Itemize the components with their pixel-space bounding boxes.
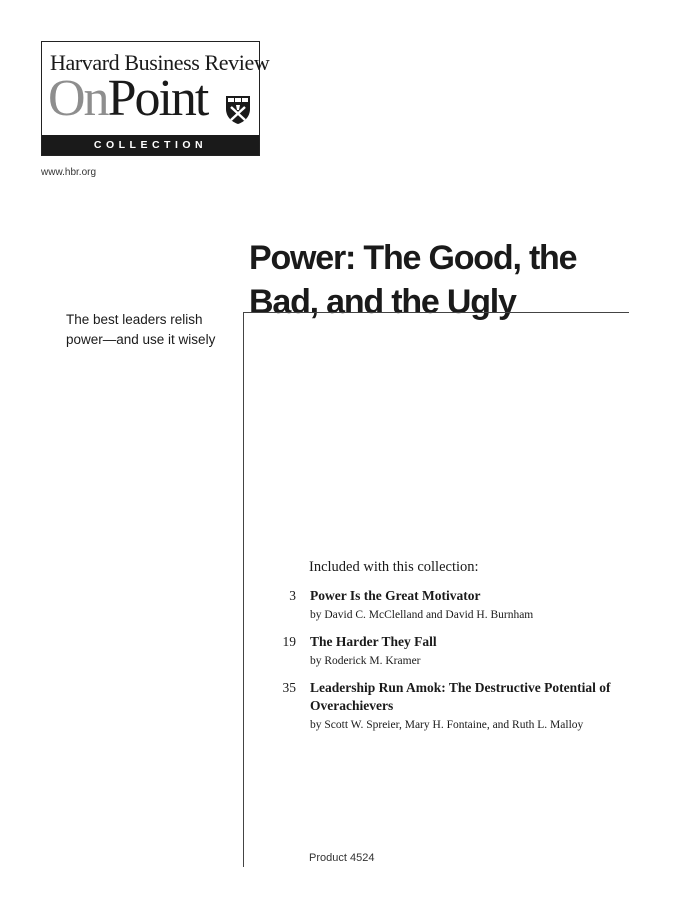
harvard-shield-icon bbox=[225, 95, 251, 125]
article-title: The Harder They Fall bbox=[310, 634, 437, 649]
logo-title: Harvard Business Review bbox=[50, 50, 270, 75]
article-page-number: 3 bbox=[289, 588, 296, 603]
logo-wordmark bbox=[48, 70, 208, 127]
logo-collection-bar: COLLECTION bbox=[42, 135, 259, 155]
horizontal-rule bbox=[243, 312, 629, 313]
product-number: Product 4524 bbox=[309, 852, 375, 864]
article-item bbox=[268, 679, 648, 734]
article-authors: by David C. McClelland and David H. Burnham bbox=[310, 609, 534, 621]
logo-point: Point bbox=[107, 70, 208, 127]
article-item bbox=[268, 633, 648, 670]
article-page-number: 19 bbox=[282, 634, 296, 649]
article-title: Leadership Run Amok: The Destructive Potential of Overachievers bbox=[310, 680, 611, 713]
vertical-rule bbox=[243, 312, 244, 867]
included-label: Included with this collection: bbox=[309, 559, 479, 575]
website-link[interactable]: www.hbr.org bbox=[41, 167, 97, 178]
hbr-onpoint-logo bbox=[41, 41, 270, 156]
article-page-number: 35 bbox=[282, 680, 296, 695]
page-title: Power: The Good, the Bad, and the Ugly bbox=[249, 239, 577, 321]
article-authors: by Scott W. Spreier, Mary H. Fontaine, and Ruth L. Malloy bbox=[310, 719, 584, 731]
tagline: The best leaders relish power—and use it wisely bbox=[66, 312, 216, 347]
logo-on: On bbox=[48, 70, 108, 127]
article-authors: by Roderick M. Kramer bbox=[310, 655, 421, 667]
article-title: Power Is the Great Motivator bbox=[310, 588, 481, 603]
article-item bbox=[268, 587, 648, 624]
